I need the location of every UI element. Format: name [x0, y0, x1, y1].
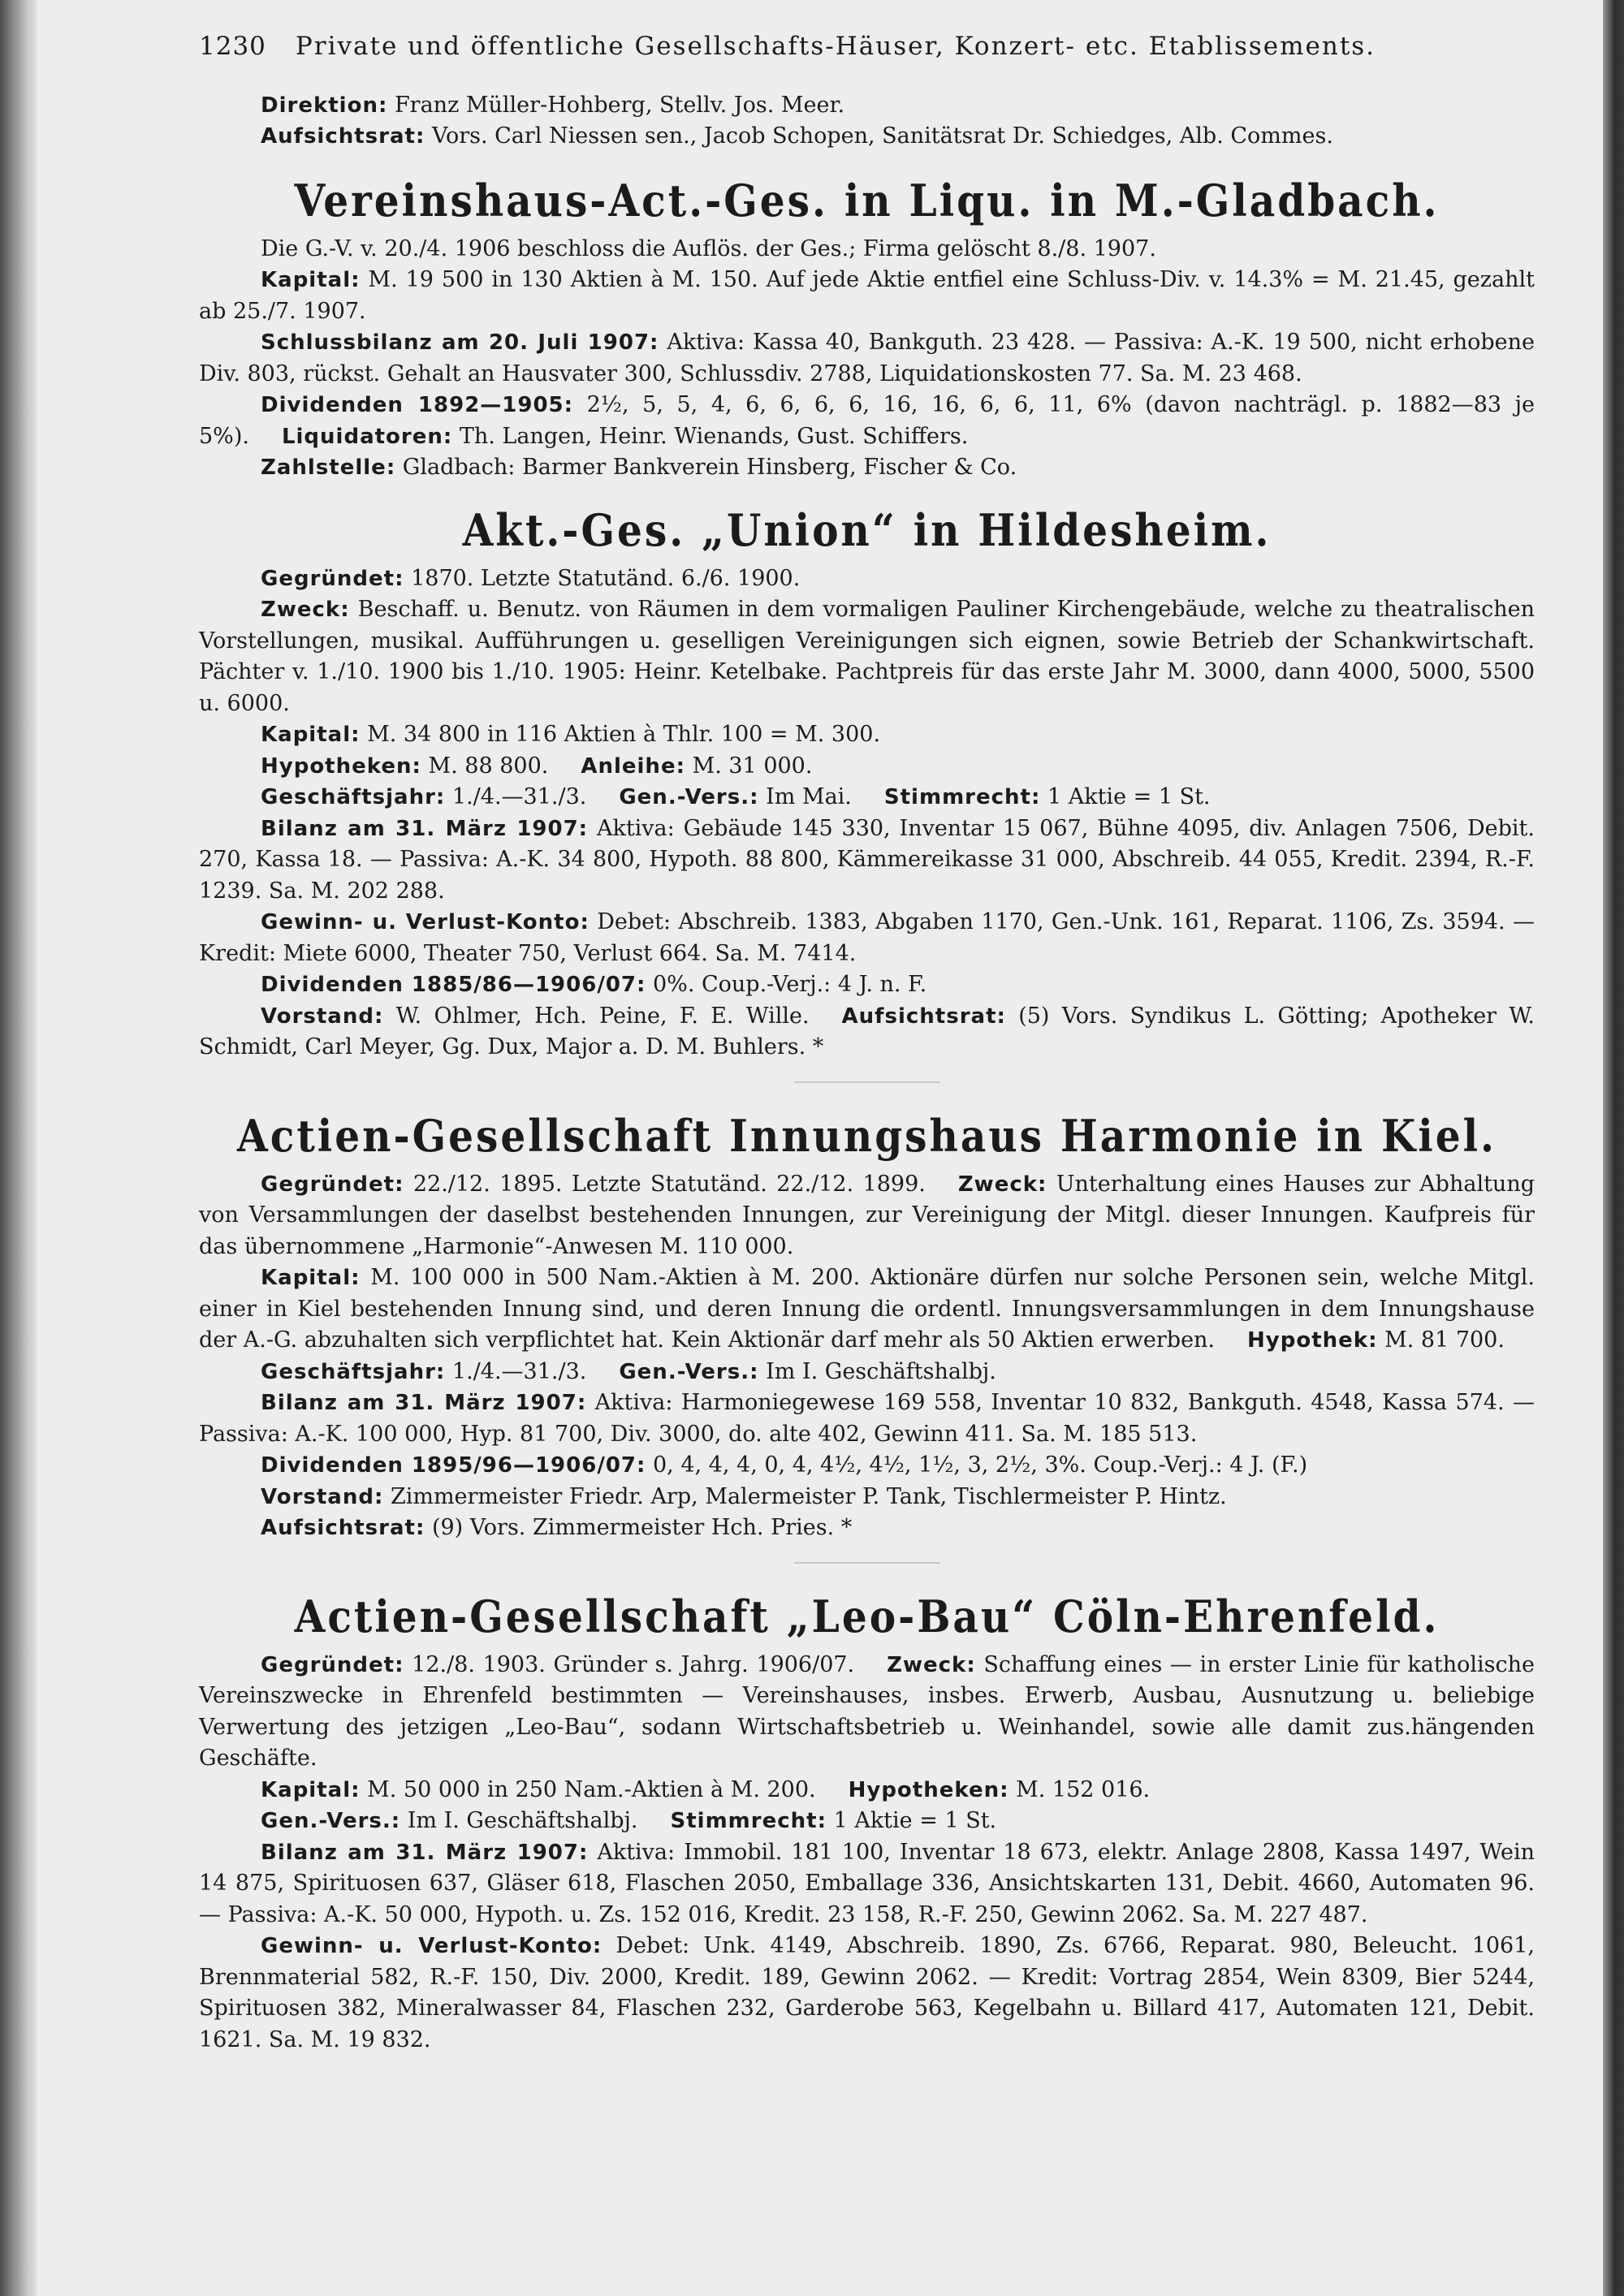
entry-label: Vorstand:: [261, 1003, 384, 1029]
entry-label: Aufsichtsrat:: [261, 124, 425, 149]
entry-geschaeftsjahr: [199, 1357, 1535, 1388]
entry-text: M. 34 800 in 116 Aktien à Thlr. 100 = M. 300.: [360, 722, 881, 747]
entry-zahlstelle: [199, 452, 1535, 484]
entry-kapital: [199, 719, 1535, 751]
entry-label: Hypothek:: [1247, 1328, 1378, 1353]
entry-text: 12./8. 1903. Gründer s. Jahrg. 1906/07.: [404, 1651, 855, 1677]
entry-text: 1 Aktie = 1 St.: [826, 1808, 997, 1833]
entry-text: M. 19 500 in 130 Aktien à M. 150. Auf jede Aktie entfiel eine Schluss-Div. v. 14.3% = M. 21.45, gezahlt ab 25./7. 1907.: [199, 267, 1535, 324]
entry-text: M. 31 000.: [685, 753, 813, 779]
entry-label: Gegründet:: [261, 1652, 404, 1677]
entry-text: Aktiva: Kassa 40, Bankguth. 23 428. — Passiva: A.-K. 19 500, nicht erhobene Div. 803, rückst. Gehalt an Hausvater 300, Schlussdiv. 2788, Liquidationskosten 77. Sa. M. 23 468.: [199, 330, 1535, 386]
page-edge-right: [1603, 0, 1624, 2296]
entry-label: Bilanz am 31. März 1907:: [261, 1391, 587, 1415]
entry-text: Aktiva: Harmoniegewese 169 558, Inventar 10 832, Bankguth. 4548, Kassa 574. — Passiva: A.-K. 100 000, Hyp. 81 700, Div. 3000, do. alte 402, Gewinn 411. Sa. M. 185 513.: [199, 1390, 1535, 1447]
running-head: [199, 31, 1535, 63]
entry-label: Liquidatoren:: [281, 424, 453, 449]
company-section-hildesheim: [199, 505, 1535, 1064]
entry-text: 1./4.—31./3.: [445, 784, 587, 809]
entry-label: Aufsichtsrat:: [261, 1516, 425, 1540]
document-page: [199, 31, 1535, 2056]
entry-hypotheken: [199, 751, 1535, 783]
entry-label: Dividenden 1895/96—1906/07:: [261, 1453, 646, 1478]
entry-text: Debet: Abschreib. 1383, Abgaben 1170, Gen.-Unk. 161, Reparat. 1106, Zs. 3594. — Kredit: Miete 6000, Theater 750, Verlust 664. Sa. M. 7414.: [199, 909, 1535, 966]
entry-label: Zweck:: [887, 1652, 976, 1677]
running-head-title: Private und öffentliche Gesellschafts-Häuser, Konzert- etc. Etablissements.: [295, 32, 1376, 61]
section-title: Akt.-Ges. „Union“ in Hildesheim.: [462, 503, 1272, 556]
entry-text: Vors. Carl Niessen sen., Jacob Schopen, Sanitätsrat Dr. Schiedges, Alb. Commes.: [425, 123, 1333, 149]
entry-label: Vorstand:: [261, 1484, 384, 1509]
entry-label: Kapital:: [261, 1777, 361, 1802]
entry-bilanz: [199, 814, 1535, 908]
entry-text: Gladbach: Barmer Bankverein Hinsberg, Fischer & Co.: [395, 455, 1017, 480]
entry-gewinn-verlust: [199, 1931, 1535, 2056]
entry-text: 0%. Coup.-Verj.: 4 J. n. F.: [646, 972, 927, 997]
continued-entry: [199, 90, 1535, 153]
entry-label: Dividenden 1892—1905:: [261, 393, 574, 417]
entry-label: Kapital:: [261, 268, 361, 292]
entry-aufsichtsrat: [199, 121, 1535, 153]
entry-label: Zweck:: [957, 1172, 1047, 1197]
entry-text: Debet: Unk. 4149, Abschreib. 1890, Zs. 6766, Reparat. 980, Beleucht. 1061, Brennmaterial 582, R.-F. 150, Div. 2000, Kredit. 189, Gewinn 2062. — Kredit: Vortrag 2854, Wein 8309, Bier 5244, Spirituosen 382, Mineralwasser 84, Flaschen 232, Garderobe 563, Kegelbahn u. Billard 417, Automaten 121, Debit. 1621. Sa. M. 19 832.: [199, 1933, 1535, 2052]
entry-dividenden: [199, 969, 1535, 1001]
entry-label: Dividenden 1885/86—1906/07:: [261, 973, 646, 997]
entry-label: Gewinn- u. Verlust-Konto:: [261, 1934, 603, 1958]
entry-label: Kapital:: [261, 723, 361, 747]
entry-label: Stimmrecht:: [670, 1809, 827, 1833]
section-title: Actien-Gesellschaft „Leo-Bau“ Cöln-Ehrenfeld.: [294, 1590, 1440, 1642]
company-section-gladbach: [199, 175, 1535, 484]
entry-aufsichtsrat: [199, 1513, 1535, 1544]
entry-dividenden: [199, 1450, 1535, 1482]
entry-text: W. Ohlmer, Hch. Peine, F. E. Wille.: [383, 1003, 810, 1029]
entry-text: Im I. Geschäftshalbj.: [758, 1358, 996, 1384]
entry-label: Schlussbilanz am 20. Juli 1907:: [261, 330, 659, 355]
entry-text: Th. Langen, Heinr. Wienands, Gust. Schiffers.: [452, 423, 969, 449]
entry-text: Zimmermeister Friedr. Arp, Malermeister P. Tank, Tischlermeister P. Hintz.: [383, 1483, 1227, 1509]
entry-label: Gegründet:: [261, 1172, 404, 1197]
entry-text: M. 100 000 in 500 Nam.-Aktien à M. 200. Aktionäre dürfen nur solche Personen sein, welche Mitgl. einer in Kiel bestehenden Innung sind, und deren Innung die ordentl. Innungsversammlungen in dem Innungshause der A.-G. abzuhalten sich verpflichtet hat. Kein Aktionär darf mehr als 50 Aktien erwerben.: [199, 1265, 1535, 1353]
section-spacer: [199, 484, 1535, 505]
entry-label: Gen.-Vers.:: [619, 1359, 759, 1384]
entry-label: Geschäftsjahr:: [261, 785, 446, 809]
entry-label: Gegründet:: [261, 566, 404, 591]
entry-label: Anleihe:: [581, 753, 685, 779]
entry-text: 22./12. 1895. Letzte Statutänd. 22./12. 1899.: [404, 1171, 926, 1197]
entry-text: Unterhaltung eines Hauses zur Abhaltung von Versammlungen der daselbst bestehenden Innungen, zur Vereinigung der Mitgl. dieser Innungen. Kaufpreis für das übernommene „Harmonie“-Anwesen M. 110 000.: [199, 1171, 1535, 1259]
entry-label: Kapital:: [261, 1266, 361, 1290]
entry-text: M. 50 000 in 250 Nam.-Aktien à M. 200.: [360, 1776, 816, 1802]
entry-kapital: [199, 265, 1535, 327]
entry-gen-vers: [199, 1806, 1535, 1837]
entry-label: Gen.-Vers.:: [619, 785, 759, 809]
entry-text: 0, 4, 4, 4, 0, 4, 4½, 4½, 1½, 3, 2½, 3%. Coup.-Verj.: 4 J. (F.): [646, 1452, 1308, 1478]
entry-vorstand: [199, 1482, 1535, 1513]
entry-text: 1./4.—31./3.: [445, 1358, 587, 1384]
section-divider: [794, 1562, 940, 1564]
entry-label: Bilanz am 31. März 1907:: [261, 816, 589, 841]
entry-text: Aktiva: Immobil. 181 100, Inventar 18 673, elektr. Anlage 2808, Kassa 1497, Wein 14 875, Spirituosen 637, Gläser 618, Flaschen 2050, Emballage 336, Ansichtskarten 131, Debit. 4660, Automaten 96. — Passiva: A.-K. 50 000, Hypoth. u. Zs. 152 016, Kredit. 23 158, R.-F. 250, Gewinn 2062. Sa. M. 227 487.: [199, 1839, 1535, 1927]
entry-label: Bilanz am 31. März 1907:: [261, 1840, 589, 1865]
entry-schlussbilanz: [199, 327, 1535, 390]
entry-text: Aktiva: Gebäude 145 330, Inventar 15 067, Bühne 4095, div. Anlagen 7506, Debit. 270, Kassa 18. — Passiva: A.-K. 34 800, Hypoth. 88 800, Kämmereikasse 31 000, Abschreib. 44 055, Kredit. 2394, R.-F. 1239. Sa. M. 202 288.: [199, 815, 1535, 904]
entry-label: Zweck:: [261, 598, 350, 622]
entry-text: (5) Vors. Syndikus L. Götting; Apotheker W. Schmidt, Carl Meyer, Gg. Dux, Major a. D. M. Buhlers. *: [199, 1003, 1535, 1060]
entry-gegruendet: [199, 1650, 1535, 1775]
entry-text: Im I. Geschäftshalbj.: [400, 1808, 638, 1833]
company-section-coeln-ehrenfeld: [199, 1591, 1535, 2056]
entry-text: Schaffung eines — in erster Linie für katholische Vereinszwecke in Ehrenfeld bestimmten — Vereinshauses, insbes. Erwerb, Ausbau, Ausnutzung u. beliebige Verwertung des jetzigen „Leo-Bau“, sodann Wirtschaftsbetrieb u. Weinhandel, sowie alle damit zus.hängenden Geschäfte.: [199, 1651, 1535, 1771]
entry-kapital: [199, 1775, 1535, 1806]
company-section-kiel: [199, 1111, 1535, 1544]
entry-bilanz: [199, 1388, 1535, 1450]
entry-zweck: [199, 594, 1535, 719]
entry-label: Zahlstelle:: [261, 455, 396, 480]
entry-gewinn-verlust: [199, 907, 1535, 969]
entry-text: Im Mai.: [758, 784, 852, 809]
book-gutter-shadow: [0, 0, 37, 2296]
entry-label: Direktion:: [261, 93, 388, 118]
entry-text: (9) Vors. Zimmermeister Hch. Pries. *: [425, 1515, 853, 1540]
entry-label: Aufsichtsrat:: [841, 1003, 1006, 1029]
entry-dividenden: [199, 390, 1535, 452]
section-divider: [794, 1081, 940, 1083]
entry-text: Beschaff. u. Benutz. von Räumen in dem vormaligen Pauliner Kirchengebäude, welche zu theatralischen Vorstellungen, musikal. Aufführungen u. geselligen Vereinigungen sich eignen, sowie Betrieb der Schankwirtschaft. Pächter v. 1./10. 1900 bis 1./10. 1905: Heinr. Ketelbake. Pachtpreis für das erste Jahr M. 3000, dann 4000, 5000, 5500 u. 6000.: [199, 597, 1535, 716]
entry-kapital: [199, 1262, 1535, 1357]
entry-text: M. 81 700.: [1377, 1327, 1505, 1353]
entry-vorstand: [199, 1001, 1535, 1064]
entry-direktion: [199, 90, 1535, 122]
page-number: 1230: [199, 32, 266, 61]
entry-gegruendet: [199, 563, 1535, 595]
section-title: Actien-Gesellschaft Innungshaus Harmonie in Kiel.: [237, 1109, 1497, 1162]
entry-label: Gewinn- u. Verlust-Konto:: [261, 910, 590, 934]
entry-label: Stimmrecht:: [883, 785, 1041, 809]
entry-text: 1 Aktie = 1 St.: [1040, 784, 1211, 809]
entry-label: Hypotheken:: [261, 753, 421, 779]
entry-text: Franz Müller-Hohberg, Stellv. Jos. Meer.: [387, 92, 845, 118]
entry-text: 2½, 5, 5, 4, 6, 6, 6, 6, 16, 16, 6, 6, 11, 6% (davon nachträgl. p. 1882—83 je 5%).: [199, 392, 1535, 449]
entry-label: Geschäftsjahr:: [261, 1359, 446, 1384]
entry-geschaeftsjahr: [199, 782, 1535, 814]
section-title: Vereinshaus-Act.-Ges. in Liqu. in M.-Gladbach.: [294, 174, 1440, 227]
entry-gegruendet: [199, 1169, 1535, 1263]
entry-label: Gen.-Vers.:: [261, 1809, 401, 1833]
entry-text: M. 88 800.: [421, 753, 549, 779]
entry-text: M. 152 016.: [1009, 1776, 1151, 1802]
entry-label: Hypotheken:: [848, 1777, 1009, 1802]
entry-bilanz: [199, 1837, 1535, 1931]
entry-text: 1870. Letzte Statutänd. 6./6. 1900.: [404, 565, 801, 591]
entry-text-block: Die G.-V. v. 20./4. 1906 beschloss die Auflös. der Ges.; Firma gelöscht 8./8. 1907.: [261, 235, 1156, 261]
